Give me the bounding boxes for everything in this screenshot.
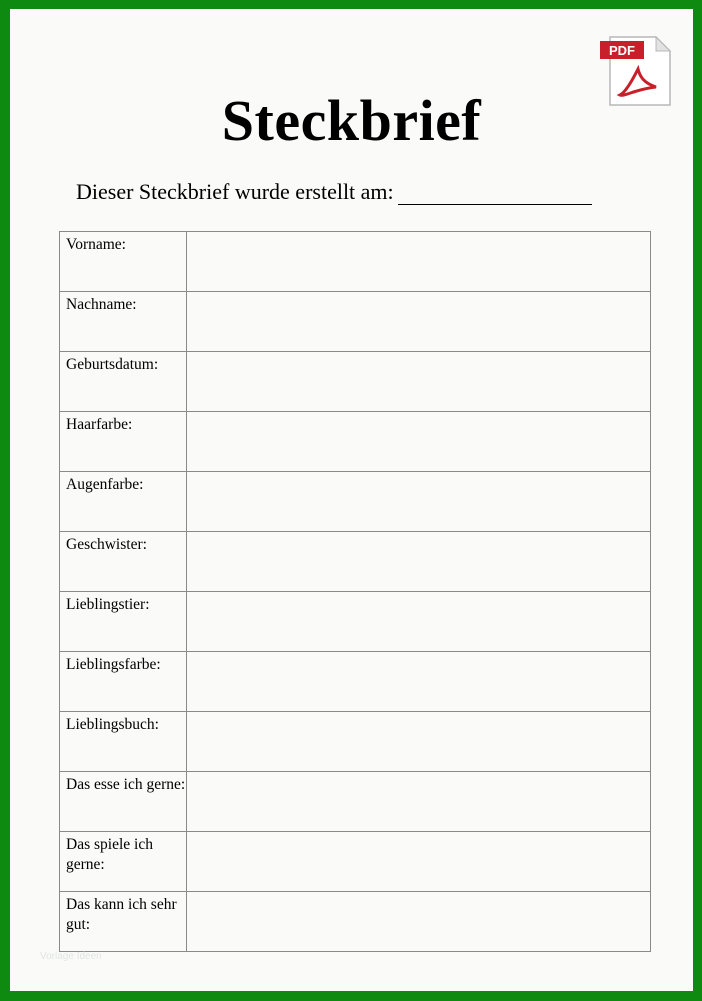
field-label: Das kann ich sehr gut: <box>60 892 187 952</box>
table-row <box>60 652 651 712</box>
field-entry[interactable] <box>187 892 651 952</box>
page-title: Steckbrief <box>221 88 482 153</box>
field-label: Vorname: <box>60 232 187 292</box>
field-entry[interactable] <box>187 592 651 652</box>
field-entry[interactable] <box>187 532 651 592</box>
table-row <box>60 712 651 772</box>
field-entry[interactable] <box>187 712 651 772</box>
field-label: Das spiele ich gerne: <box>60 832 187 892</box>
field-label: Geburtsdatum: <box>60 352 187 412</box>
document-page <box>10 9 693 991</box>
table-row <box>60 292 651 352</box>
field-entry[interactable] <box>187 352 651 412</box>
table-row <box>60 232 651 292</box>
table-row <box>60 832 651 892</box>
table-row <box>60 532 651 592</box>
creation-date-line <box>76 179 592 205</box>
field-label: Nachname: <box>60 292 187 352</box>
field-label: Lieblingsfarbe: <box>60 652 187 712</box>
field-entry[interactable] <box>187 832 651 892</box>
table-row <box>60 412 651 472</box>
table-row <box>60 772 651 832</box>
creation-date-blank[interactable] <box>398 182 592 205</box>
field-entry[interactable] <box>187 412 651 472</box>
field-entry[interactable] <box>187 472 651 532</box>
field-label: Lieblingstier: <box>60 592 187 652</box>
field-entry[interactable] <box>187 232 651 292</box>
field-label: Haarfarbe: <box>60 412 187 472</box>
creation-date-label: Dieser Steckbrief wurde erstellt am: <box>76 179 394 204</box>
profile-table <box>59 231 651 952</box>
field-label: Augenfarbe: <box>60 472 187 532</box>
table-row <box>60 592 651 652</box>
watermark: Vorlage Ideen <box>40 951 102 962</box>
field-label: Geschwister: <box>60 532 187 592</box>
table-row <box>60 472 651 532</box>
field-entry[interactable] <box>187 772 651 832</box>
field-entry[interactable] <box>187 652 651 712</box>
field-label: Das esse ich gerne: <box>60 772 187 832</box>
field-entry[interactable] <box>187 292 651 352</box>
table-row <box>60 352 651 412</box>
field-label: Lieblingsbuch: <box>60 712 187 772</box>
table-row <box>60 892 651 952</box>
svg-text:PDF: PDF <box>609 43 635 58</box>
